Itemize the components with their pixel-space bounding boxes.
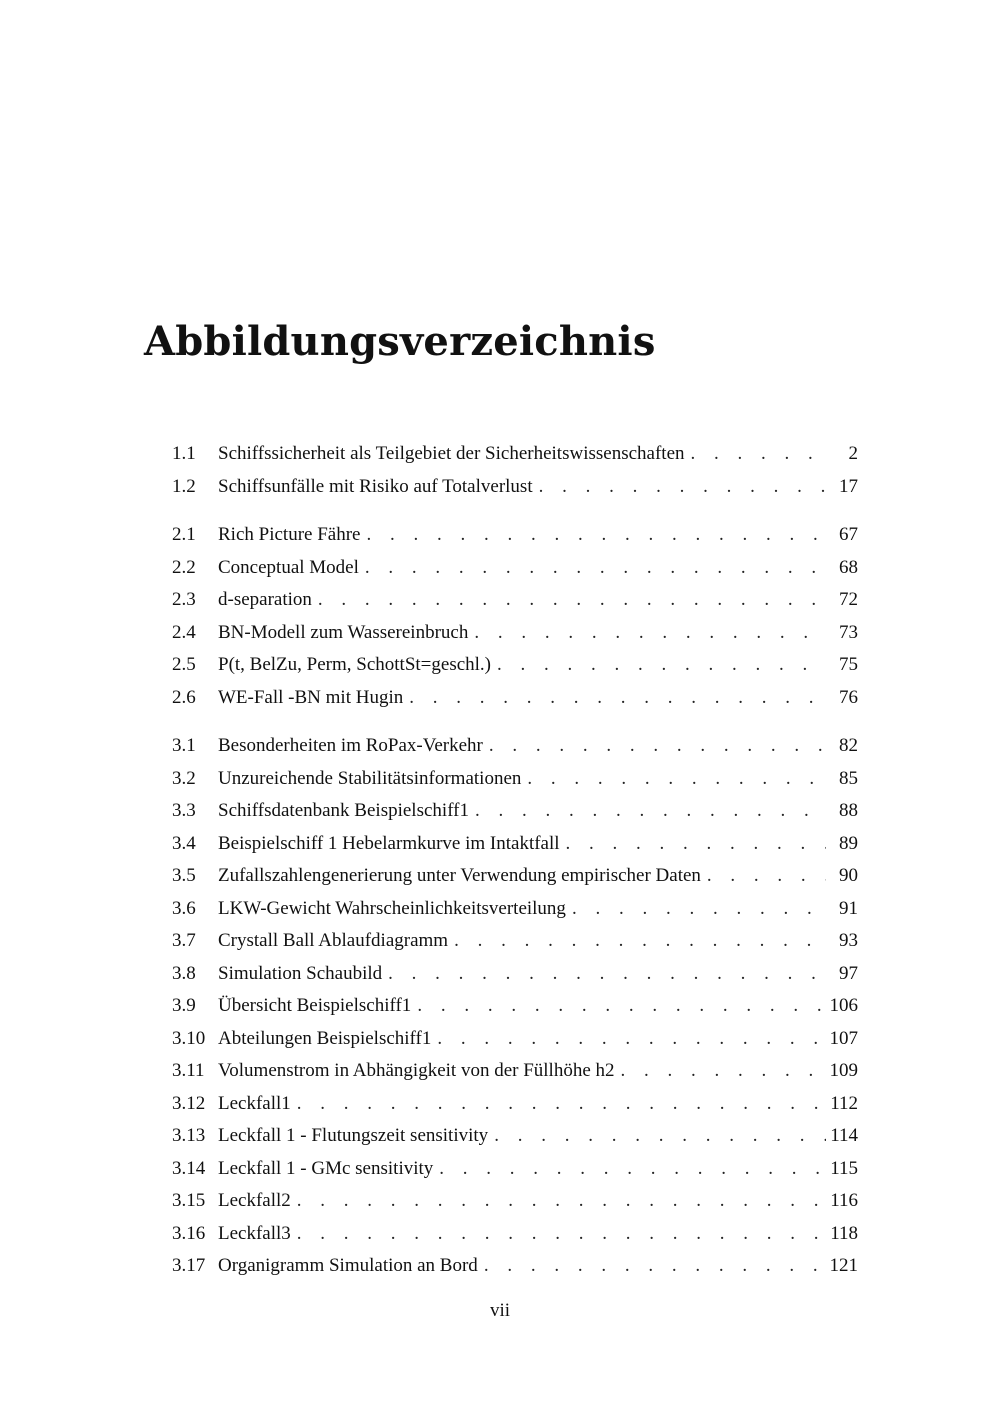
figure-caption: d-separation: [218, 589, 312, 610]
dot-leader: [621, 1055, 826, 1088]
figure-caption: Schiffsdatenbank Beispielschiff1: [218, 800, 469, 821]
dot-leader: [484, 1250, 826, 1283]
figure-page-number: 112: [830, 1092, 858, 1114]
figure-caption: Conceptual Model: [218, 556, 359, 578]
figure-number: 3.3: [172, 800, 196, 821]
figure-caption: Leckfall3: [218, 1222, 291, 1244]
figure-entry[interactable]: [172, 795, 858, 828]
figure-number: 2.2: [172, 556, 196, 578]
figure-number: 1.1: [172, 443, 196, 464]
dot-leader: [494, 1120, 826, 1153]
figure-entry[interactable]: [172, 958, 858, 991]
figure-number: 3.8: [172, 962, 196, 984]
figure-entry[interactable]: [172, 1250, 858, 1283]
figure-caption: P(t, BelZu, Perm, SchottSt=geschl.): [218, 654, 492, 675]
figure-entry[interactable]: [172, 893, 858, 926]
dot-leader: [539, 471, 826, 504]
figure-entry[interactable]: [172, 860, 858, 893]
figure-caption: Schiffsunfälle mit Risiko auf Totalverlust: [218, 475, 533, 497]
figure-caption: Crystall Ball Ablaufdiagramm: [218, 930, 449, 951]
dot-leader: [566, 828, 826, 861]
dot-leader: [409, 682, 826, 715]
figure-caption: LKW-Gewicht Wahrscheinlichkeitsverteilung: [218, 897, 566, 919]
figure-number: 2.3: [172, 589, 196, 610]
figure-page-number: 88: [839, 800, 858, 821]
figure-page-number: 91: [839, 897, 858, 919]
figure-entry[interactable]: [172, 552, 858, 585]
dot-leader: [439, 1153, 826, 1186]
figure-number: 2.5: [172, 654, 196, 675]
figure-caption: Besonderheiten im RoPax-Verkehr: [218, 735, 483, 756]
figure-entry[interactable]: [172, 471, 858, 504]
figure-page-number: 75: [839, 654, 858, 675]
figure-page-number: 2: [848, 443, 858, 464]
figure-page-number: 85: [839, 767, 858, 789]
figure-entry[interactable]: [172, 1120, 858, 1153]
figure-number: 3.1: [172, 735, 196, 756]
figure-number: 2.4: [172, 621, 196, 643]
figure-caption: Simulation Schaubild: [218, 962, 383, 984]
figure-caption: Beispielschiff 1 Hebelarmkurve im Intaktfall: [218, 832, 560, 854]
figure-page-number: 109: [829, 1060, 858, 1081]
figure-number: 1.2: [172, 475, 196, 497]
figure-number: 2.1: [172, 524, 196, 545]
figure-number: 3.4: [172, 832, 196, 854]
figure-number: 3.9: [172, 995, 196, 1016]
dot-leader: [365, 552, 826, 585]
figure-number: 3.10: [172, 1027, 206, 1049]
figure-group: [172, 519, 858, 714]
figure-number: 3.11: [172, 1060, 205, 1081]
figure-entry[interactable]: [172, 1218, 858, 1251]
figure-entry[interactable]: [172, 438, 858, 471]
figure-caption: Leckfall 1 - GMc sensitivity: [218, 1157, 434, 1179]
dot-leader: [454, 925, 826, 958]
dot-leader: [527, 763, 826, 796]
figure-number: 3.15: [172, 1190, 206, 1211]
figure-entry[interactable]: [172, 828, 858, 861]
figure-number: 3.6: [172, 897, 196, 919]
figure-page-number: 76: [839, 686, 858, 708]
figure-entry[interactable]: [172, 1153, 858, 1186]
figure-page-number: 97: [839, 962, 858, 984]
dot-leader: [475, 795, 826, 828]
figure-entry[interactable]: [172, 649, 858, 682]
figure-entry[interactable]: [172, 925, 858, 958]
figure-entry[interactable]: [172, 617, 858, 650]
figure-caption: Leckfall2: [218, 1190, 291, 1211]
figure-caption: WE-Fall -BN mit Hugin: [218, 686, 404, 708]
figure-caption: Unzureichende Stabilitätsinformationen: [218, 767, 522, 789]
figure-group: [172, 730, 858, 1283]
figure-number: 2.6: [172, 686, 196, 708]
figure-entry[interactable]: [172, 1055, 858, 1088]
figure-group: [172, 438, 858, 503]
figure-page-number: 90: [839, 865, 858, 886]
figure-page-number: 93: [839, 930, 858, 951]
dot-leader: [691, 438, 826, 471]
figure-page-number: 89: [839, 832, 858, 854]
figure-caption: Schiffssicherheit als Teilgebiet der Sicherheitswissenschaften: [218, 443, 685, 464]
figure-caption: Volumenstrom in Abhängigkeit von der Füllhöhe h2: [218, 1060, 615, 1081]
figure-page-number: 106: [829, 995, 858, 1016]
dot-leader: [707, 860, 826, 893]
figure-page-number: 73: [839, 621, 858, 643]
figure-entry[interactable]: [172, 1185, 858, 1218]
figure-number: 3.12: [172, 1092, 206, 1114]
figure-number: 3.7: [172, 930, 196, 951]
dot-leader: [417, 990, 825, 1023]
figure-caption: Zufallszahlengenerierung unter Verwendung empirischer Daten: [218, 865, 701, 886]
figure-entry[interactable]: [172, 682, 858, 715]
dot-leader: [297, 1088, 826, 1121]
figure-number: 3.17: [172, 1255, 206, 1276]
figure-page-number: 68: [839, 556, 858, 578]
figure-page-number: 118: [830, 1222, 858, 1244]
figure-page-number: 114: [830, 1125, 858, 1146]
dot-leader: [388, 958, 826, 991]
figure-page-number: 67: [839, 524, 858, 545]
figure-caption: Rich Picture Fähre: [218, 524, 361, 545]
figure-number: 3.5: [172, 865, 196, 886]
figure-number: 3.13: [172, 1125, 206, 1146]
dot-leader: [297, 1218, 826, 1251]
figure-entry[interactable]: [172, 584, 858, 617]
figure-entry[interactable]: [172, 763, 858, 796]
figure-number: 3.2: [172, 767, 196, 789]
dot-leader: [318, 584, 826, 617]
figure-page-number: 17: [839, 475, 858, 497]
figure-number: 3.16: [172, 1222, 206, 1244]
figure-caption: Übersicht Beispielschiff1: [218, 995, 412, 1016]
figure-page-number: 82: [839, 735, 858, 756]
dot-leader: [572, 893, 826, 926]
dot-leader: [366, 519, 826, 552]
figure-page-number: 107: [829, 1027, 858, 1049]
figure-page-number: 115: [830, 1157, 858, 1179]
figure-entry[interactable]: [172, 1023, 858, 1056]
figure-caption: Abteilungen Beispielschiff1: [218, 1027, 432, 1049]
figure-entry[interactable]: [172, 730, 858, 763]
figure-entry[interactable]: [172, 1088, 858, 1121]
figure-page-number: 72: [839, 589, 858, 610]
figure-entry[interactable]: [172, 519, 858, 552]
figure-page-number: 121: [829, 1255, 858, 1276]
figure-number: 3.14: [172, 1157, 206, 1179]
figure-entry[interactable]: [172, 990, 858, 1023]
dot-leader: [497, 649, 826, 682]
page-title: Abbildungsverzeichnis: [144, 318, 656, 365]
dot-leader: [474, 617, 826, 650]
figure-caption: Organigramm Simulation an Bord: [218, 1255, 478, 1276]
figure-caption: Leckfall 1 - Flutungszeit sensitivity: [218, 1125, 489, 1146]
figure-caption: Leckfall1: [218, 1092, 291, 1114]
dot-leader: [297, 1185, 826, 1218]
figure-page-number: 116: [830, 1190, 858, 1211]
page-number-folio: vii: [489, 1300, 511, 1321]
figure-caption: BN-Modell zum Wassereinbruch: [218, 621, 469, 643]
list-of-figures: [172, 438, 858, 1299]
dot-leader: [437, 1023, 825, 1056]
dot-leader: [489, 730, 826, 763]
